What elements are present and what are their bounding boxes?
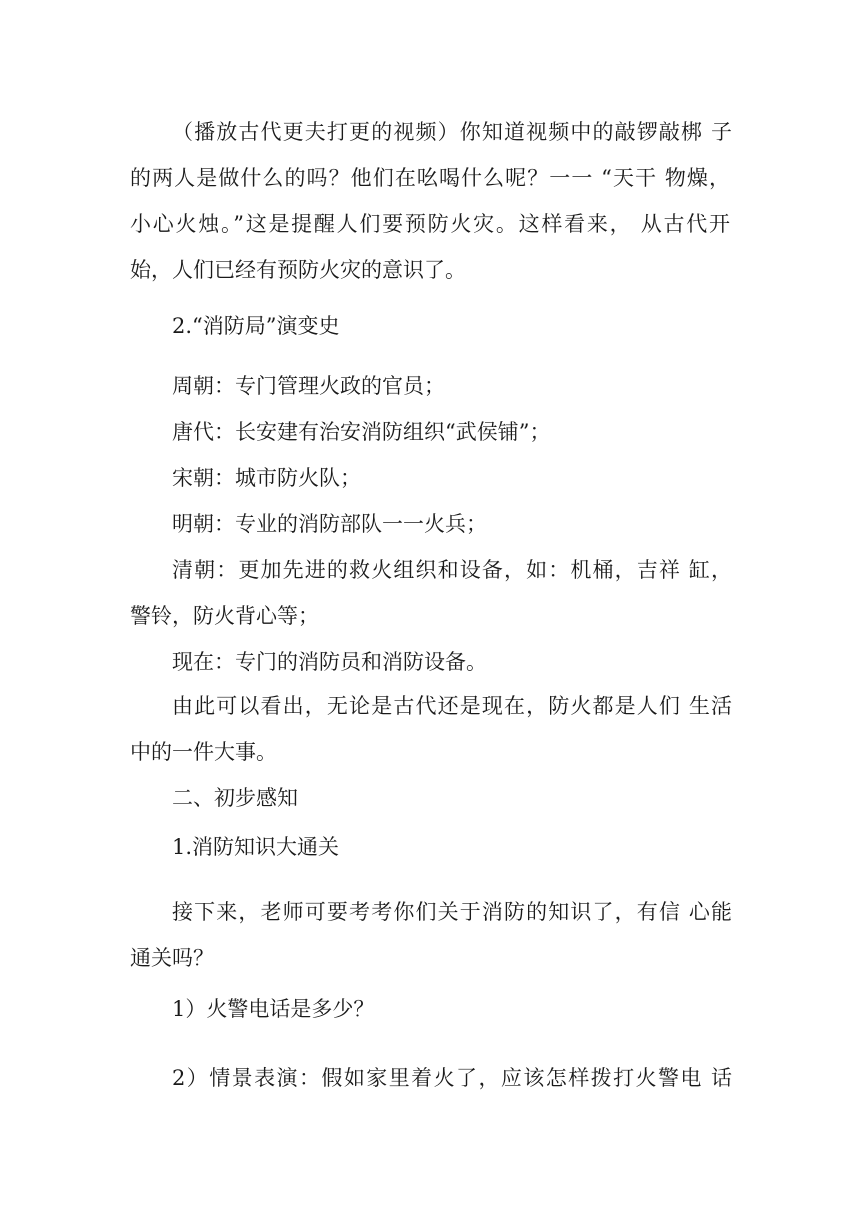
intro-line-3: 小心火烛。”这是提醒人们要预防火灾。这样看来， 从古代开 [130, 212, 730, 236]
part-heading-initial-perception: 二、初步感知 [172, 786, 298, 810]
history-song: 宋朝：城市防火队； [172, 466, 361, 490]
history-ming: 明朝：专业的消防部队一一火兵； [172, 512, 487, 536]
intro-line-4: 始，人们已经有预防火灾的意识了。 [130, 258, 466, 282]
intro-line-2: 的两人是做什么的吗？他们在吆喝什么呢？一一 “天干 物燥， [130, 166, 730, 190]
history-now: 现在：专门的消防员和消防设备。 [172, 650, 487, 674]
conclusion-line-1: 由此可以看出，无论是古代还是现在，防火都是人们 生活 [172, 694, 732, 718]
quiz-heading: 1.消防知识大通关 [172, 835, 340, 859]
history-qing-line-1: 清朝：更加先进的救火组织和设备，如：机桶，吉祥 缸， [172, 558, 732, 582]
section-heading-fire-bureau-history: 2.“消防局”演变史 [172, 314, 340, 338]
intro-line-1: （播放古代更夫打更的视频）你知道视频中的敲锣敲梆 子 [172, 120, 732, 144]
question-2: 2）情景表演：假如家里着火了，应该怎样拨打火警电 话 [172, 1066, 732, 1090]
history-zhou: 周朝：专门管理火政的官员； [172, 374, 445, 398]
quiz-intro-line-2: 通关吗？ [130, 946, 214, 970]
quiz-intro-line-1: 接下来，老师可要考考你们关于消防的知识了，有信 心能 [172, 900, 732, 924]
history-qing-line-2: 警铃，防火背心等； [130, 604, 319, 628]
question-1: 1）火警电话是多少？ [172, 997, 375, 1021]
conclusion-line-2: 中的一件大事。 [130, 740, 277, 764]
history-tang: 唐代：长安建有治安消防组织“武侯铺”； [172, 420, 551, 444]
